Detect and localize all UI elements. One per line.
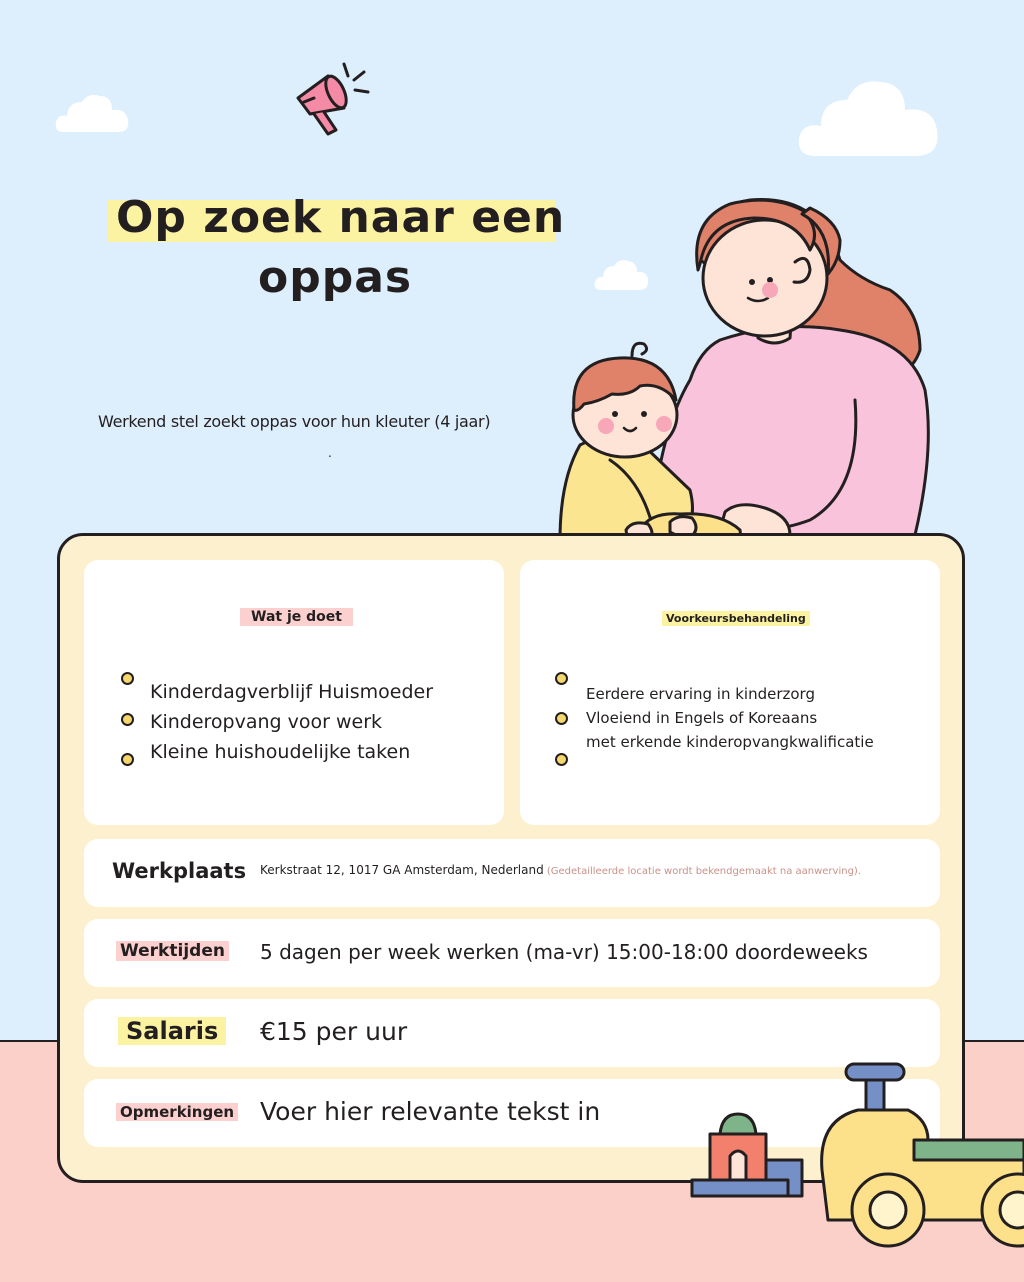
remarks-label: Opmerkingen	[116, 1103, 238, 1121]
page-title-line1: Op zoek naar een	[116, 192, 566, 243]
list-item: met erkende kinderopvangkwalificatie	[586, 733, 874, 751]
salary-value: €15 per uur	[260, 1017, 408, 1046]
hours-value: 5 dagen per week werken (ma-vr) 15:00-18:00 doordeweeks	[260, 940, 868, 964]
preference-card	[520, 560, 940, 825]
list-item: Kinderdagverblijf Huismoeder	[150, 681, 434, 703]
preference-label: Voorkeursbehandeling	[662, 611, 810, 626]
subtitle-dot: .	[328, 446, 332, 460]
subtitle-bold: zoekt oppas voor hun kleuter (4 jaar)	[198, 412, 491, 431]
workplace-address: Kerkstraat 12, 1017 GA Amsterdam, Nederland	[260, 863, 544, 877]
ride-on-car-icon	[818, 1060, 1024, 1260]
salary-label: Salaris	[118, 1017, 226, 1045]
mother-child-illustration	[540, 190, 940, 570]
bullet-icon	[121, 672, 134, 685]
hours-label: Werktijden	[116, 941, 229, 961]
duties-card	[84, 560, 504, 825]
list-item: Kinderopvang voor werk	[150, 711, 383, 733]
cloud-icon	[795, 70, 941, 165]
workplace-label: Werkplaats	[112, 859, 247, 883]
cloud-icon	[52, 88, 132, 140]
duties-label: Wat je doet	[240, 608, 353, 626]
bullet-icon	[555, 753, 568, 766]
list-item: Kleine huishoudelijke taken	[150, 741, 411, 763]
subtitle	[98, 412, 490, 431]
workplace-value	[260, 863, 861, 877]
workplace-note: (Gedetailleerde locatie wordt bekendgemaakt na aanwerving).	[543, 866, 862, 877]
page-title-line2: oppas	[258, 252, 413, 303]
preference-list	[586, 682, 874, 754]
salary-row	[84, 999, 940, 1067]
duties-list	[150, 677, 433, 767]
bullet-icon	[555, 672, 568, 685]
hours-row	[84, 919, 940, 987]
bullet-icon	[121, 753, 134, 766]
bullet-icon	[121, 713, 134, 726]
megaphone-icon	[292, 58, 372, 140]
remarks-row	[84, 1079, 940, 1147]
list-item: Vloeiend in Engels of Koreaans	[586, 709, 818, 727]
workplace-row	[84, 839, 940, 907]
remarks-value: Voer hier relevante tekst in	[260, 1097, 601, 1126]
list-item: Eerdere ervaring in kinderzorg	[586, 685, 815, 703]
toy-blocks-icon	[688, 1112, 808, 1202]
subtitle-normal: Werkend stel	[98, 412, 199, 431]
bullet-icon	[555, 712, 568, 725]
